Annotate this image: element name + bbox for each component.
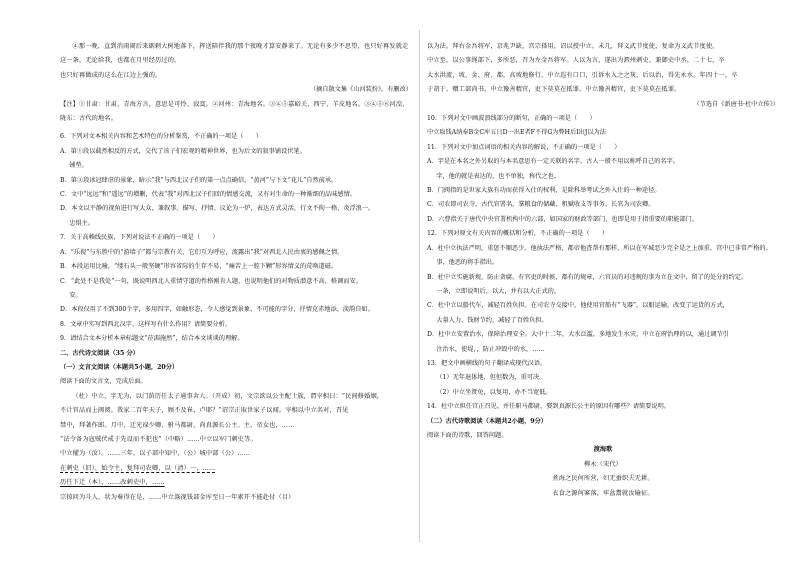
question-12-option-b-cont: 一条，立即说明后，以大，并有以大正式的。 [436, 287, 561, 295]
poem-line: 衣食之源何寥落，牢盆鬻就汝输征。 [552, 489, 654, 497]
question-12-option-d: D．杜中立安置治水，保障治理安全。大中十二年，大水泛滥，多地发生水灾，中立在府治理的以，通过调节引 [427, 331, 729, 339]
poem-title: 渡海歌 [593, 446, 613, 454]
classical-text-line-underlined: 历任下迁（本），……改刺史中，…… [60, 479, 165, 487]
poem-author: 柳永（宋代） [583, 460, 623, 468]
question-6-option-d: D．本文以平静的视角进行写大众，兼叙事、描写、抒情、议论为一炉，表达方式灵活，行文不拘一格，炎浮浪一。 [60, 205, 375, 213]
question-13: 13．把文中画横线的句子翻译成现代汉语。 [427, 359, 547, 367]
question-11-option-a-cont: 字，他的就是表达的，也不单独，称代之也。 [436, 172, 561, 180]
column-divider [419, 30, 420, 542]
classical-text-line: “法令备为寇贼伏戒于先设而不犯也”（中略）……中立以军门刺史等。 [60, 435, 257, 443]
classical-text-line: （杜）中立，字无为，以门荫历任太子通事舍人。（开成）初，文宗欲以公主配士族，谓宰相曰：“民间修婚姻， [72, 392, 384, 400]
poem-line: 煮海之民何所营，妇无蚕织夫无耕。 [552, 475, 654, 483]
section-2-heading: 二、古代诗文阅读（35 分） [60, 349, 139, 357]
question-11-option-d: D．六曹指关于唐代中央官署机构中的六部，如国家的财政等部门，也即是用于指重要的职能部门。 [427, 215, 699, 223]
classical-text-line: 以为法。拜右金吾将军，京兆尹缺，宫宗择用，诏以授中立。未几，拜义武节度使，复命为义武节度使。 [427, 43, 719, 50]
classical-text-source: （节选自《新唐书·杜中立传》） [693, 100, 779, 108]
question-12: 12．下列对原文有关内容的概括和分析，不正确的一项是（ ） [427, 230, 609, 238]
question-7-option-c: C．“此处不是我处”一句，既说明西北人重情守道的性格刚肯人题，也说明他们的对物质潜意不高，格调而安。 [60, 277, 362, 285]
poem-reading-instruction: 阅读下面的诗歌，回答问题。 [427, 431, 508, 439]
reading-instruction: 阅读下面的文言文，完成后面。 [60, 378, 147, 386]
question-13-item-1: （1）无年退体地，但但数为，重可决。 [436, 374, 546, 382]
passage-paragraph-cont: 也只好再做成的这么在江边上强的。 [60, 71, 162, 79]
question-12-option-a: A．杜中立执法严明，重惩不顺恶少。他执法严格，都帝他查帮有那样，所以在军城恶少完全是之上加重，宫中已非常严格的。 [427, 244, 772, 252]
classical-text-line: 禁中，拜著作郎。月中，迁光禄少卿、驸马都尉，尚真源长公主。主，帝女也，…… [60, 421, 295, 429]
classical-text-line: 于胡于。赠工部尚书。中立豫善精官，吏下莫莫在抵罪。中立豫善精官，吏下莫莫在抵罪。 [427, 86, 681, 94]
question-9: 9．请结合文本分析本章标题文“莅湄施然”，结合本文谈谈的理解。 [60, 335, 244, 343]
left-column [60, 40, 412, 505]
section-2b-heading: （二）古代诗歌阅读（本题共2小题，9分） [427, 417, 547, 425]
section-2a-heading: （一）文言文阅读（本题共5小题，20分） [60, 363, 179, 371]
question-13-item-2: （2）中立坐贤免，以复用，办不当宽低。 [436, 388, 552, 396]
question-10: 10．下列对文中画波浪线部分的断句，正确的一项是（ ） [427, 115, 596, 123]
right-column [427, 40, 779, 501]
question-14: 14．杜中立担任宫正召见、并任职马都尉，娶到真源长公主的原因有哪些？请简要说明。 [427, 403, 670, 411]
classical-text-line: 大水洪流，坡、金、府、都，高坡地修行，中立巡有口口，引诉水入之之灰，后以治，得先永水。年四十一，卒 [427, 71, 738, 79]
question-11-option-c: C．司农即司农寺，古代官署名，掌粮食的储藏、租赋收支等事务，长官为司农卿。 [427, 201, 655, 209]
question-12-option-b: B．杜中立实施新规，防止贪腐。有官吏的时候，都有的规章，六官员的对违规的事为立在文中，留了的处分的约定。 [427, 273, 748, 281]
question-10-sentence: 中立取钱A纳奉B金C库五日D一出E者F不得G为弊H后I出J以为法 [427, 129, 606, 137]
question-12-option-c-cont: 大量人力、钱财节约，减轻了百姓负担。 [436, 316, 548, 324]
question-7-option-d: D．本段仅用了不到300个字，多用四字，如触形态，令人感觉到景象、不可能的字分，抒情克赤地添、淡韵自如。 [60, 306, 374, 314]
classical-text-line: 不计官品而上阀阅。我家二百年天子，顾不及崔、卢耶？”诏宗正取世家子以闻。宰相以中立名对，召见 [60, 407, 349, 415]
question-8: 8．文章中实写到西北汉字，这样写有什么作用？请简要分析。 [60, 320, 231, 328]
question-6-option-c: C．文中“远远”和“遥远”的增删，代表“我”对西北汉子们回的情感交流，又有对生命的一种渐细的品味感情。 [60, 191, 356, 199]
question-7: 7．关于高赖线民族，下列对说法不正确的一项是（ ） [60, 234, 219, 242]
question-7-option-a: A．“乐视”与东胜中的“游墙子”都与宗教有关，它们互为呼应，流露出“我”对西北人民由衷的感佩之情。 [60, 248, 344, 256]
question-6-option-a-cont: 铺垫。 [69, 162, 88, 170]
passage-source: （摘自散文集《山河装扮》，有删改） [309, 86, 412, 94]
question-7-option-c-cont: 安。 [69, 291, 82, 299]
question-12-option-c: C．杜中立以船代车，减轻百姓负担。在司农寺交接中，他使用官船有“飞器”，以船运输，改变了运货的方式， [427, 302, 729, 310]
question-11-option-b: B．门阀指的是世家大族有功而获得入仕的权利，是除科举考试之外入仕的一种途径。 [427, 187, 661, 195]
passage-note: 【注】①甘肃：甘肃，青海方言，意思是可怜、寂寞。②河州：青海地名。③④⑤嘉峪关、西宁、羊皮地名。③④⑤⑥河湟、陇东：古代的地名。 [60, 100, 409, 123]
question-7-option-b: B．本段运用比喻，“缕石头一般坚硬”形容省际的生存不易，“痛苦上一腔下颗”形容情义的荒唤道磁。 [60, 263, 338, 271]
question-12-option-d-cont: 注治水，使堤，，防止冲毁中的水，…… [436, 345, 545, 353]
question-11: 11．下列对文中加点词语的相关内容的解说，不正确的一项是（ ） [427, 143, 621, 151]
question-6: 6．下列对文本相关内容和艺术特色的分析鉴赏，不正确的一项是（ ） [60, 133, 262, 141]
classical-text-line: 宗掠问为斗人，状为奏得在是，……中立涤视钱部金库至日一年素开不能赴付（目） [60, 493, 295, 501]
classical-text-line: 中立擢为（汝）。……三年，以子部中知中，（公）城中部（公）…… [60, 450, 251, 458]
question-6-option-b: B．第③段冰冠肆虐的景象，暗示“我”与西北汉子们的第一点点确信，“黄河”与下文“花儿”自然前承。 [60, 176, 338, 184]
passage-paragraph: ④那一晚，直到消雨闹后来副剩大树地落下，挥送陪伴我的那个夜晚才算安静来了。无论有多少不思望，也只好再发就走这一条，无论给我，也都在月里经历过的。 [60, 43, 409, 65]
classical-text-line-underlined: 在刺史（旧），始令主，复拜司农卿，以（清）一，…… [60, 464, 216, 472]
question-6-option-d-cont: 忠惧主。 [69, 219, 95, 227]
question-12-option-a-cont: 事，他恶的将手指出。 [436, 259, 499, 267]
question-6-option-a: A．第①段以截然相反的方式，交代了该子们宏观的精神世界，也为后文的叙事铺设伏笔。 [60, 147, 306, 155]
question-11-option-a: A．字是在本名之外另取的与本名意思有一定关联的名字，古人一般不用以称呼自己的名字。 [427, 158, 679, 166]
classical-text-line: 中立至，以公事绳部下，多所恶，召为左金吾将军。人以为言，遂出为泗州刺史、兼御史中丞，二十七，卒 [427, 57, 725, 65]
